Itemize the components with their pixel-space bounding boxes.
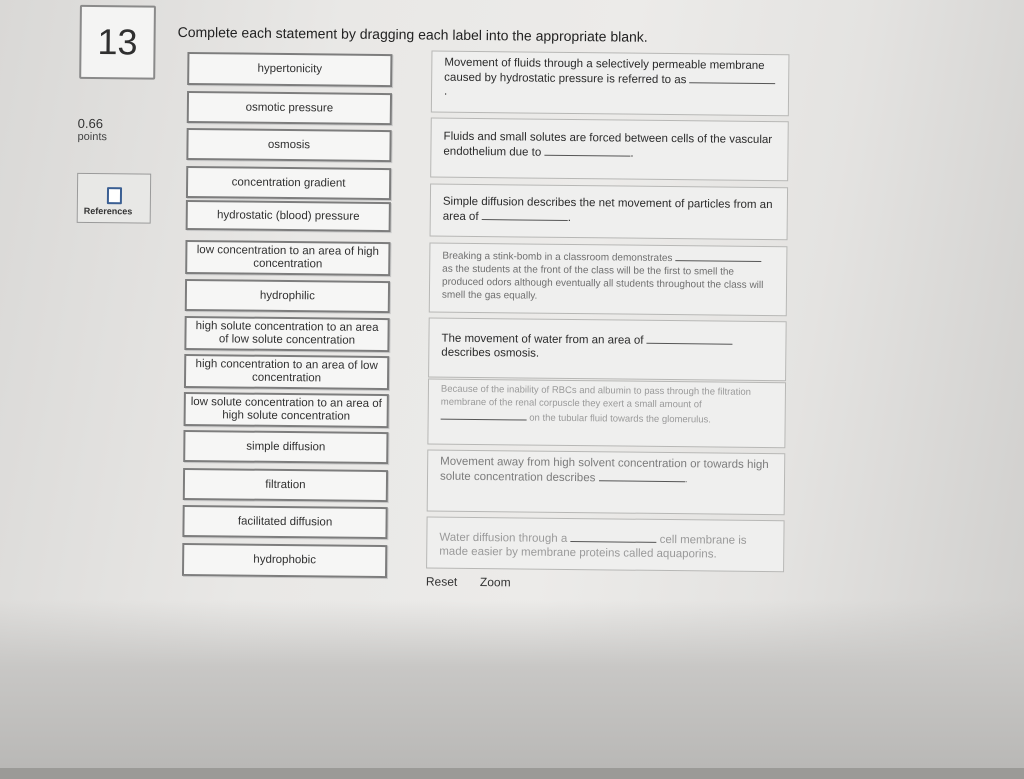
statement-text: . [567, 211, 572, 224]
drag-label-hydrostatic-pressure[interactable] [186, 200, 391, 232]
drag-label-text: hydrophobic [253, 553, 317, 567]
instruction-text: Complete each statement by dragging each label into the appropriate blank. [177, 23, 648, 45]
drag-label-facilitated-diffusion[interactable] [182, 505, 387, 539]
statement-text: . [444, 85, 448, 98]
drag-label-low-to-high-concentration[interactable] [185, 240, 390, 276]
statement-text: Fluids and small solutes are forced between cells of the vascular endothelium due to [443, 130, 773, 159]
statement-text: . [630, 147, 634, 160]
drag-label-osmosis[interactable] [186, 128, 391, 162]
statement-text: Simple diffusion describes the net movement of particles from an area of [442, 195, 773, 224]
statement-1 [431, 51, 790, 117]
statement-text: The movement of water from an area of [441, 332, 644, 347]
question-number: 13 [79, 5, 156, 80]
statement-text: describes osmosis. [441, 346, 540, 360]
drag-label-osmotic-pressure[interactable] [187, 91, 392, 125]
points-value: 0.66 [77, 115, 104, 132]
statement-6 [427, 379, 786, 449]
drag-label-concentration-gradient[interactable] [186, 166, 391, 200]
drag-label-filtration[interactable] [183, 468, 388, 502]
drag-label-text: low solute concentration to an area of high solute concentration [190, 396, 382, 423]
drag-label-text: filtration [265, 478, 306, 491]
statement-text: as the students at the front of the class will be the first to smell the produced odors although eventually all students throughout the class will smell the gas equally. [441, 263, 764, 302]
drag-label-text: high solute concentration to an area of low solute concentration [195, 320, 379, 347]
statement-text: Water diffusion through a [439, 531, 568, 545]
book-icon [107, 187, 122, 204]
statement-5 [428, 318, 787, 382]
drop-blank-2[interactable] [544, 145, 630, 157]
statement-text: . [684, 473, 688, 486]
drag-label-text: simple diffusion [246, 440, 326, 453]
drop-blank-3[interactable] [482, 209, 568, 221]
statement-4 [429, 243, 788, 317]
drag-label-text: osmosis [267, 138, 311, 151]
drop-blank-6[interactable] [441, 409, 527, 421]
statement-text: Breaking a stink-bomb in a classroom demonstrates [442, 250, 673, 265]
drag-label-text: high concentration to an area of low concentration [195, 358, 378, 385]
drag-label-low-to-high-solute[interactable] [184, 392, 389, 428]
drag-label-text: low concentration to an area of high concentration [196, 244, 380, 271]
drag-label-simple-diffusion[interactable] [183, 430, 388, 464]
drag-label-text: concentration gradient [231, 175, 346, 190]
statement-2 [430, 118, 789, 182]
drop-blank-1[interactable] [690, 72, 776, 84]
reset-button[interactable]: Reset [425, 574, 458, 589]
drag-label-text: facilitated diffusion [237, 515, 333, 529]
drag-label-high-to-low-solute[interactable] [184, 316, 389, 352]
statement-7 [427, 449, 786, 515]
zoom-button[interactable]: Zoom [479, 575, 511, 590]
statement-text: Movement away from high solvent concentration or towards high solute concentration describes [439, 455, 769, 485]
drag-label-text: osmotic pressure [245, 101, 334, 114]
statement-3 [430, 184, 789, 241]
points-label: points [77, 130, 107, 144]
drop-blank-4[interactable] [675, 250, 761, 262]
drag-label-text: hydrophilic [259, 289, 315, 302]
references-label: References [83, 205, 133, 217]
drop-blank-7[interactable] [599, 470, 685, 482]
drag-label-hypertonicity[interactable] [187, 52, 392, 87]
drop-blank-8[interactable] [570, 531, 656, 543]
drop-blank-5[interactable] [647, 333, 733, 345]
statement-text: Movement of fluids through a selectively permeable membrane caused by hydrostatic pressure is referred to as [444, 56, 765, 87]
drag-label-hydrophilic[interactable] [185, 279, 390, 313]
statement-text: Because of the inability of RBCs and albumin to pass through the filtration membrane of the renal corpuscle they exert a small amount of [440, 383, 751, 410]
drag-label-high-to-low-concentration[interactable] [184, 354, 389, 390]
drag-label-text: hypertonicity [257, 62, 323, 76]
statement-text: on the tubular fluid towards the glomerulus. [529, 412, 712, 426]
statement-text: cell membrane is made easier by membrane proteins called aquaporins. [439, 533, 747, 561]
statement-8 [426, 516, 785, 572]
drag-label-hydrophobic[interactable] [182, 543, 387, 578]
drag-label-text: hydrostatic (blood) pressure [216, 208, 360, 223]
